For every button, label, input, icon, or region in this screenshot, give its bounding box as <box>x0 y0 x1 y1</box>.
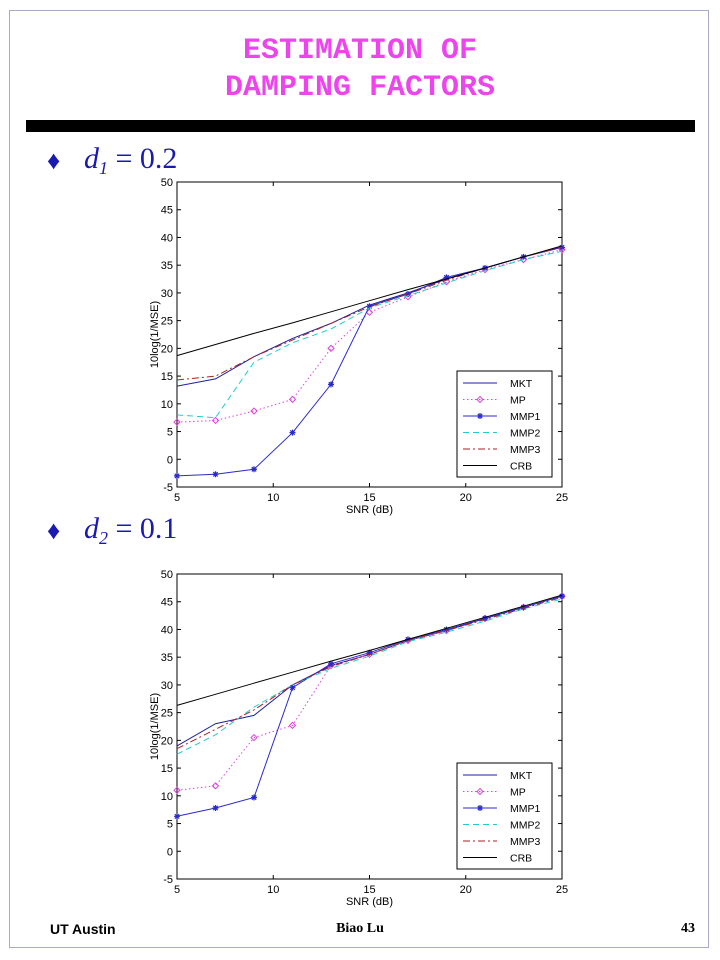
legend-box <box>457 763 552 869</box>
data-point-mmp1 <box>290 430 296 436</box>
chart-d2 <box>0 562 720 932</box>
legend-label-mmp3: MMP3 <box>510 444 541 456</box>
legend-label-mmp3: MMP3 <box>510 836 541 848</box>
slide-title-line2: DAMPING FACTORS <box>224 71 496 105</box>
y-tick-label: 30 <box>160 679 173 692</box>
y-tick-label: 40 <box>160 232 173 245</box>
title-divider <box>26 120 695 132</box>
bullet-d1-sub: 1 <box>99 158 108 178</box>
footer-page-number: 43 <box>681 921 695 936</box>
legend-label-mp: MP <box>510 394 526 407</box>
slide-title-line1: ESTIMATION OF <box>242 34 478 68</box>
y-tick-label: 5 <box>166 818 173 831</box>
y-tick-label: 20 <box>160 735 173 748</box>
x-tick-label: 20 <box>459 884 472 896</box>
y-tick-label: 0 <box>166 846 173 859</box>
y-tick-label: 20 <box>160 343 173 356</box>
legend-marker-mmp1 <box>477 413 483 419</box>
legend-label-mmp1: MMP1 <box>510 803 541 815</box>
y-tick-label: 30 <box>160 287 173 300</box>
x-tick-label: 10 <box>267 884 280 896</box>
bullet-d1-value: = 0.2 <box>108 142 178 175</box>
footer-institution: UT Austin <box>50 921 116 937</box>
x-tick-label: 20 <box>459 492 472 504</box>
y-tick-label: 50 <box>160 569 173 581</box>
legend-label-mkt: MKT <box>510 770 533 782</box>
bullet-d2 <box>84 512 177 546</box>
legend-label-mmp2: MMP2 <box>510 427 541 440</box>
x-tick-label: 25 <box>555 884 569 896</box>
data-point-mmp1 <box>251 466 257 472</box>
bullet-d2-var: d <box>84 512 99 545</box>
x-tick-label: 25 <box>555 492 569 504</box>
y-axis-label: 10log(1/MSE) <box>149 300 161 369</box>
x-axis-label: SNR (dB) <box>345 504 394 516</box>
data-point-mmp1 <box>213 471 219 477</box>
y-tick-label: 40 <box>160 624 173 637</box>
y-axis-label: 10log(1/MSE) <box>149 692 161 761</box>
legend-label-crb: CRB <box>510 460 533 473</box>
diamond-bullet-icon: ♦ <box>47 145 61 175</box>
legend-marker-mmp1 <box>477 805 483 811</box>
y-tick-label: 25 <box>160 315 173 328</box>
x-tick-label: 10 <box>267 492 280 504</box>
x-tick-label: 15 <box>363 492 376 504</box>
y-tick-label: -5 <box>163 874 173 886</box>
footer-author: Biao Lu <box>336 921 384 936</box>
data-point-mmp1 <box>251 794 257 800</box>
bullet-d2-value: = 0.1 <box>108 512 178 545</box>
y-tick-label: 10 <box>160 790 173 803</box>
x-tick-label: 5 <box>173 492 181 504</box>
legend-label-crb: CRB <box>510 852 533 865</box>
data-point-mmp1 <box>174 813 180 819</box>
bullet-d1-var: d <box>84 142 99 175</box>
y-tick-label: -5 <box>163 482 173 494</box>
data-point-mmp1 <box>174 473 180 479</box>
y-tick-label: 45 <box>160 204 173 217</box>
legend-box <box>457 371 552 477</box>
data-point-mmp1 <box>213 805 219 811</box>
x-tick-label: 5 <box>173 884 181 896</box>
legend-label-mkt: MKT <box>510 378 533 390</box>
y-tick-label: 15 <box>160 371 173 384</box>
y-tick-label: 45 <box>160 596 173 609</box>
y-tick-label: 35 <box>160 652 173 665</box>
y-tick-label: 5 <box>166 426 173 439</box>
x-tick-label: 15 <box>363 884 376 896</box>
x-axis-label: SNR (dB) <box>345 896 394 908</box>
legend-label-mmp1: MMP1 <box>510 411 541 423</box>
y-tick-label: 0 <box>166 454 173 467</box>
y-tick-label: 25 <box>160 707 173 720</box>
legend-label-mmp2: MMP2 <box>510 819 541 832</box>
y-tick-label: 35 <box>160 260 173 273</box>
bullet-d2-sub: 2 <box>99 528 108 548</box>
y-tick-label: 50 <box>160 177 173 189</box>
legend-label-mp: MP <box>510 786 526 799</box>
diamond-bullet-icon: ♦ <box>47 515 61 545</box>
chart-d1 <box>0 170 720 540</box>
data-point-mmp1 <box>328 381 334 387</box>
y-tick-label: 15 <box>160 763 173 776</box>
y-tick-label: 10 <box>160 398 173 411</box>
